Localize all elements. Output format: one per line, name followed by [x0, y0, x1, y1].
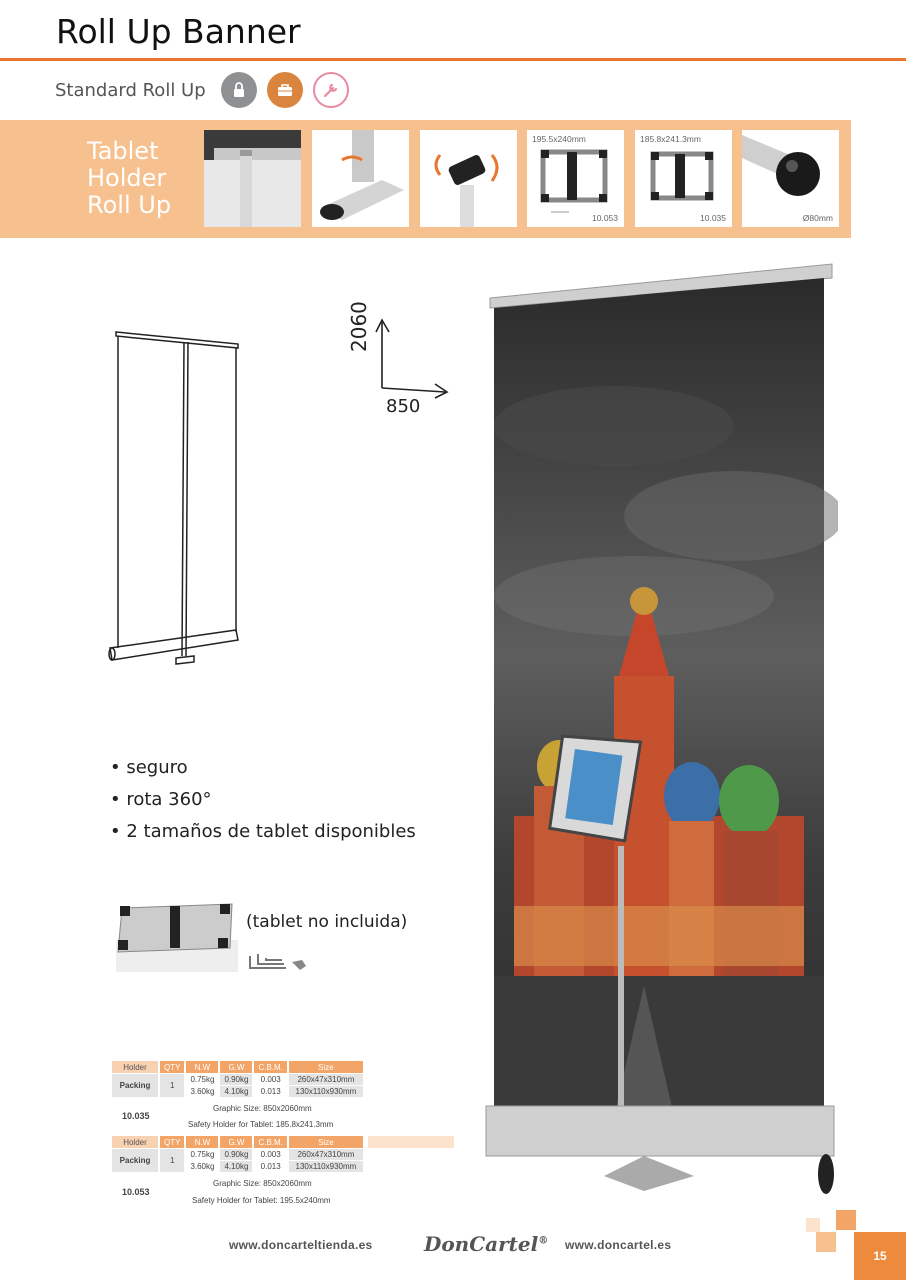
thumb-foot: [312, 130, 409, 227]
tablet-note: (tablet no incluida): [246, 912, 408, 932]
footer-logo: DonCartel®: [424, 1232, 549, 1256]
thumb-end-cap: Ø80mm: [742, 130, 839, 227]
thumb-swivel-joint: [420, 130, 517, 227]
thumb-holder-large: 195.5x240mm 10.053: [527, 130, 624, 227]
rollup-line-drawing: [104, 326, 244, 671]
feature-list: [110, 752, 416, 848]
band-title: Tablet Holder Roll Up: [87, 137, 172, 219]
decor-square: [816, 1232, 836, 1252]
table-header-strip: [368, 1136, 454, 1148]
decor-square: [836, 1210, 856, 1230]
dimension-height: 2060: [347, 301, 371, 352]
graphic-size: Graphic Size: 850x2060mm: [213, 1104, 312, 1113]
feature-item: • rota 360°: [110, 789, 212, 810]
thumb-top-bar: [204, 130, 301, 227]
footer-url-left[interactable]: www.doncarteltienda.es: [229, 1238, 373, 1252]
thumb-holder-small: 185.8x241.3mm 10.035: [635, 130, 732, 227]
decor-square: [806, 1218, 820, 1232]
wrench-icon: [313, 72, 349, 108]
product-code: 10.053: [122, 1187, 150, 1197]
subtitle: Standard Roll Up: [55, 80, 206, 101]
graphic-size: Graphic Size: 850x2060mm: [213, 1179, 312, 1188]
spec-table-10035: Holder QTY N.W G.W C.B.M. Size Packing 1 0.75kg 0.90kg 0.003 260x47x310mm 3.60kg 4.10kg 0.013 130x110x930mm: [110, 1060, 365, 1098]
spec-table-10053: Holder QTY N.W G.W C.B.M. Size Packing 1 0.75kg 0.90kg 0.003 260x47x310mm 3.60kg 4.10kg 0.013 130x110x930mm: [110, 1135, 365, 1173]
banner-photo: [484, 256, 838, 1196]
safety-holder: Safety Holder for Tablet: 185.8x241.3mm: [188, 1120, 334, 1129]
product-code: 10.035: [122, 1111, 150, 1121]
safety-holder: Safety Holder for Tablet: 195.5x240mm: [192, 1196, 331, 1205]
feature-item: • seguro: [110, 757, 188, 778]
title-rule: [0, 58, 906, 61]
page-number: 15: [854, 1232, 906, 1280]
dimension-width: 850: [386, 396, 421, 417]
allen-keys-icon: [246, 950, 310, 974]
footer-url-right[interactable]: www.doncartel.es: [565, 1238, 672, 1252]
case-icon: [267, 72, 303, 108]
page-title: Roll Up Banner: [56, 12, 301, 51]
feature-item: • 2 tamaños de tablet disponibles: [110, 821, 416, 842]
product-band: [0, 120, 851, 238]
packing-photo: [112, 900, 242, 975]
lock-icon: [221, 72, 257, 108]
